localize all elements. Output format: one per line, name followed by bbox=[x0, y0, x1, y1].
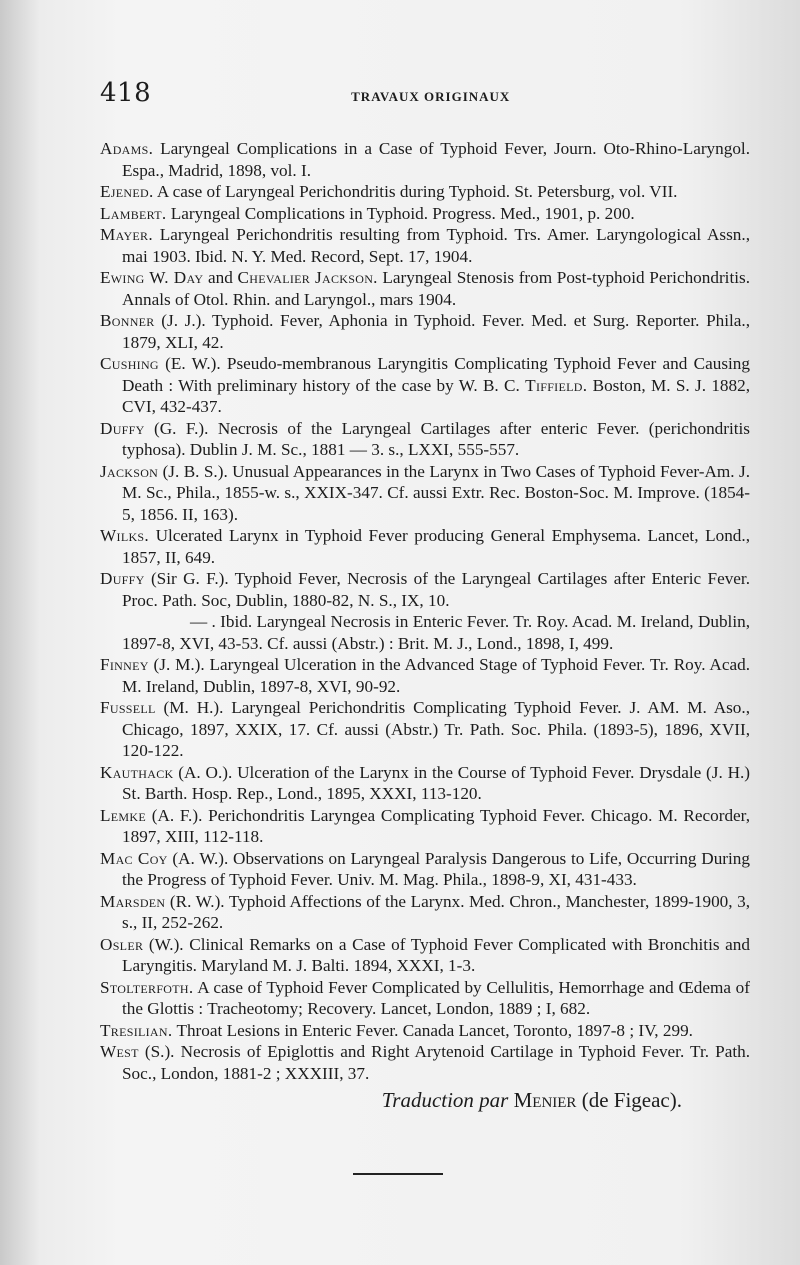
entry-author: Mayer. bbox=[100, 225, 153, 244]
page-header bbox=[100, 78, 750, 118]
translation-credit: Traduction par bbox=[381, 1088, 509, 1112]
entry-author: Wilks. bbox=[100, 526, 149, 545]
translator-place: (de Figeac). bbox=[581, 1088, 682, 1112]
entry-author: Marsden bbox=[100, 891, 166, 911]
bibliography-entry bbox=[100, 1020, 750, 1042]
bibliography-entry bbox=[100, 805, 750, 848]
bibliography-entry bbox=[100, 181, 750, 203]
entry-author: Lambert. bbox=[100, 203, 167, 223]
bibliography-entry bbox=[100, 568, 750, 611]
bibliography-entry bbox=[100, 654, 750, 697]
entry-author: Bonner bbox=[100, 311, 155, 330]
bibliography-entry bbox=[100, 461, 750, 526]
bibliography-entry bbox=[100, 138, 750, 181]
entry-author: Duffy bbox=[100, 569, 145, 588]
entry-text: (A. F.). Perichondritis Laryngea Complicating Typhoid Fever. Chicago. M. Recorder, 1897, XIII, 112-118. bbox=[122, 805, 750, 846]
entry-text: (A. O.). Ulceration of the Larynx in the Course of Typhoid Fever. Drysdale (J. H.) St. Barth. Hosp. Rep., Lond., 1895, XXXI, 113-120. bbox=[122, 762, 750, 803]
entry-text: — . Ibid. Laryngeal Necrosis in Enteric Fever. Tr. Roy. Acad. M. Ireland, Dublin, 1897-8, XVI, 43-53. Cf. aussi (Abstr.) : Brit. M. J., Lond., 1898, I, 499. bbox=[122, 612, 750, 653]
bibliography-entry bbox=[100, 891, 750, 934]
entry-text: (M. H.). Laryngeal Perichondritis Complicating Typhoid Fever. J. AM. M. Aso., Chicago, 1897, XXIX, 17. Cf. aussi (Abstr.) Tr. Path. Soc. Phila. (1893-5), 1896, XVII, 120-122. bbox=[122, 698, 750, 760]
bibliography-entry bbox=[100, 224, 750, 267]
bibliography-entry bbox=[100, 310, 750, 353]
entry-text: Laryngeal Perichondritis resulting from Typhoid. Trs. Amer. Laryngological Assn., mai 1903. Ibid. N. Y. Med. Record, Sept. 17, 1904. bbox=[122, 225, 750, 266]
bibliography-entry bbox=[100, 267, 750, 310]
bibliography-entry bbox=[100, 697, 750, 762]
end-rule bbox=[353, 1173, 443, 1175]
entry-author: Osler bbox=[100, 934, 144, 954]
entry-text: Throat Lesions in Enteric Fever. Canada Lancet, Toronto, 1897-8 ; IV, 299. bbox=[172, 1020, 693, 1040]
entry-author: Mac Coy bbox=[100, 848, 168, 868]
bibliography-entry bbox=[100, 934, 750, 977]
entry-text: and bbox=[203, 268, 238, 287]
entry-author: Chevalier Jackson. bbox=[237, 268, 378, 287]
entry-author: Lemke bbox=[100, 805, 146, 825]
entry-author: Ewing W. Day bbox=[100, 268, 204, 287]
entry-author: Kauthack bbox=[100, 762, 174, 782]
entry-author: Tresilian. bbox=[100, 1020, 173, 1040]
entry-text: (W.). Clinical Remarks on a Case of Typhoid Fever Complicated with Bronchitis and Laryngitis. Maryland M. J. Balti. 1894, XXXI, 1-3. bbox=[122, 934, 750, 975]
entry-author: Ejened. bbox=[100, 182, 154, 201]
entry-author: Jackson bbox=[100, 461, 159, 481]
bibliography-entry bbox=[100, 203, 750, 225]
entry-text: (J. M.). Laryngeal Ulceration in the Advanced Stage of Typhoid Fever. Tr. Roy. Acad. M. Ireland, Dublin, 1897-8, XVI, 90-92. bbox=[122, 655, 750, 696]
bibliography-entry bbox=[100, 1041, 750, 1084]
entry-text: Laryngeal Complications in a Case of Typhoid Fever, Journ. Oto-Rhino-Laryngol. Espa., Madrid, 1898, vol. I. bbox=[122, 139, 750, 180]
entry-author: Duffy bbox=[100, 418, 145, 438]
entry-author: Stolterfoth. bbox=[100, 977, 194, 997]
entry-text: (J. B. S.). Unusual Appearances in the Larynx in Two Cases of Typhoid Fever-Am. J. M. Sc., Phila., 1855-w. s., XXIX-347. Cf. aussi Extr. Rec. Boston-Soc. M. Improve. (1854-5, 1856. II, 163). bbox=[122, 461, 750, 524]
entry-text: Laryngeal Stenosis from Post-typhoid Perichondritis. Annals of Otol. Rhin. and Laryngol., mars 1904. bbox=[122, 268, 750, 309]
entry-text: Laryngeal Complications in Typhoid. Progress. Med., 1901, p. 200. bbox=[166, 203, 635, 223]
bibliography-entry bbox=[100, 977, 750, 1020]
bibliography-entry bbox=[100, 353, 750, 418]
entry-text: (G. F.). Necrosis of the Laryngeal Cartilages after enteric Fever. (perichondritis typhosa). Dublin J. M. Sc., 1881 — 3. s., LXXI, 555-557. bbox=[122, 418, 750, 459]
entry-text: (S.). Necrosis of Epiglottis and Right Arytenoid Cartilage in Typhoid Fever. Tr. Path. Soc., London, 1881-2 ; XXXIII, 37. bbox=[122, 1042, 750, 1083]
entry-author: West bbox=[100, 1042, 139, 1061]
entry-text: A case of Typhoid Fever Complicated by Cellulitis, Hemorrhage and Œdema of the Glottis : Tracheotomy; Recovery. Lancet, London, 1889 ; I, 682. bbox=[122, 977, 750, 1018]
translator-name: Menier bbox=[513, 1088, 577, 1112]
bibliography-entry bbox=[100, 848, 750, 891]
bibliography-entry bbox=[100, 762, 750, 805]
entry-author: Tiffield. bbox=[525, 375, 588, 395]
translator-signature bbox=[100, 1088, 750, 1113]
running-title: TRAVAUX ORIGINAUX bbox=[351, 89, 511, 104]
entry-author: Adams. bbox=[100, 139, 154, 158]
entry-author: Cushing bbox=[100, 354, 159, 373]
bibliography-entry bbox=[100, 611, 750, 654]
entry-text: Ulcerated Larynx in Typhoid Fever producing General Emphysema. Lancet, Lond., 1857, II, 649. bbox=[122, 526, 750, 567]
entry-text: (Sir G. F.). Typhoid Fever, Necrosis of the Laryngeal Cartilages after Enteric Fever. Proc. Path. Soc, Dublin, 1880-82, N. S., IX, 10. bbox=[122, 569, 750, 610]
entry-text: (A. W.). Observations on Laryngeal Paralysis Dangerous to Life, Occurring During the Progress of Typhoid Fever. Univ. M. Mag. Phila., 1898-9, XI, 431-433. bbox=[122, 848, 750, 889]
entry-text: (J. J.). Typhoid. Fever, Aphonia in Typhoid. Fever. Med. et Surg. Reporter. Phila., 1879, XLI, 42. bbox=[122, 311, 750, 352]
page-number: 418 bbox=[100, 78, 152, 108]
bibliography-entry bbox=[100, 525, 750, 568]
entry-text: A case of Laryngeal Perichondritis during Typhoid. St. Petersburg, vol. VII. bbox=[153, 182, 678, 201]
bibliography-list bbox=[100, 138, 750, 1084]
entry-author: Fussell bbox=[100, 698, 156, 717]
entry-text: (E. W.). Pseudo-membranous Laryngitis Complicating Typhoid Fever and Causing Death : With preliminary history of the case by W. B. C. bbox=[122, 354, 750, 395]
entry-text: (R. W.). Typhoid Affections of the Larynx. Med. Chron., Manchester, 1899-1900, 3, s., II, 252-262. bbox=[122, 891, 750, 932]
bibliography-entry bbox=[100, 418, 750, 461]
entry-text: Boston, M. S. J. 1882, CVI, 432-437. bbox=[122, 375, 750, 416]
entry-author: Finney bbox=[100, 655, 149, 674]
